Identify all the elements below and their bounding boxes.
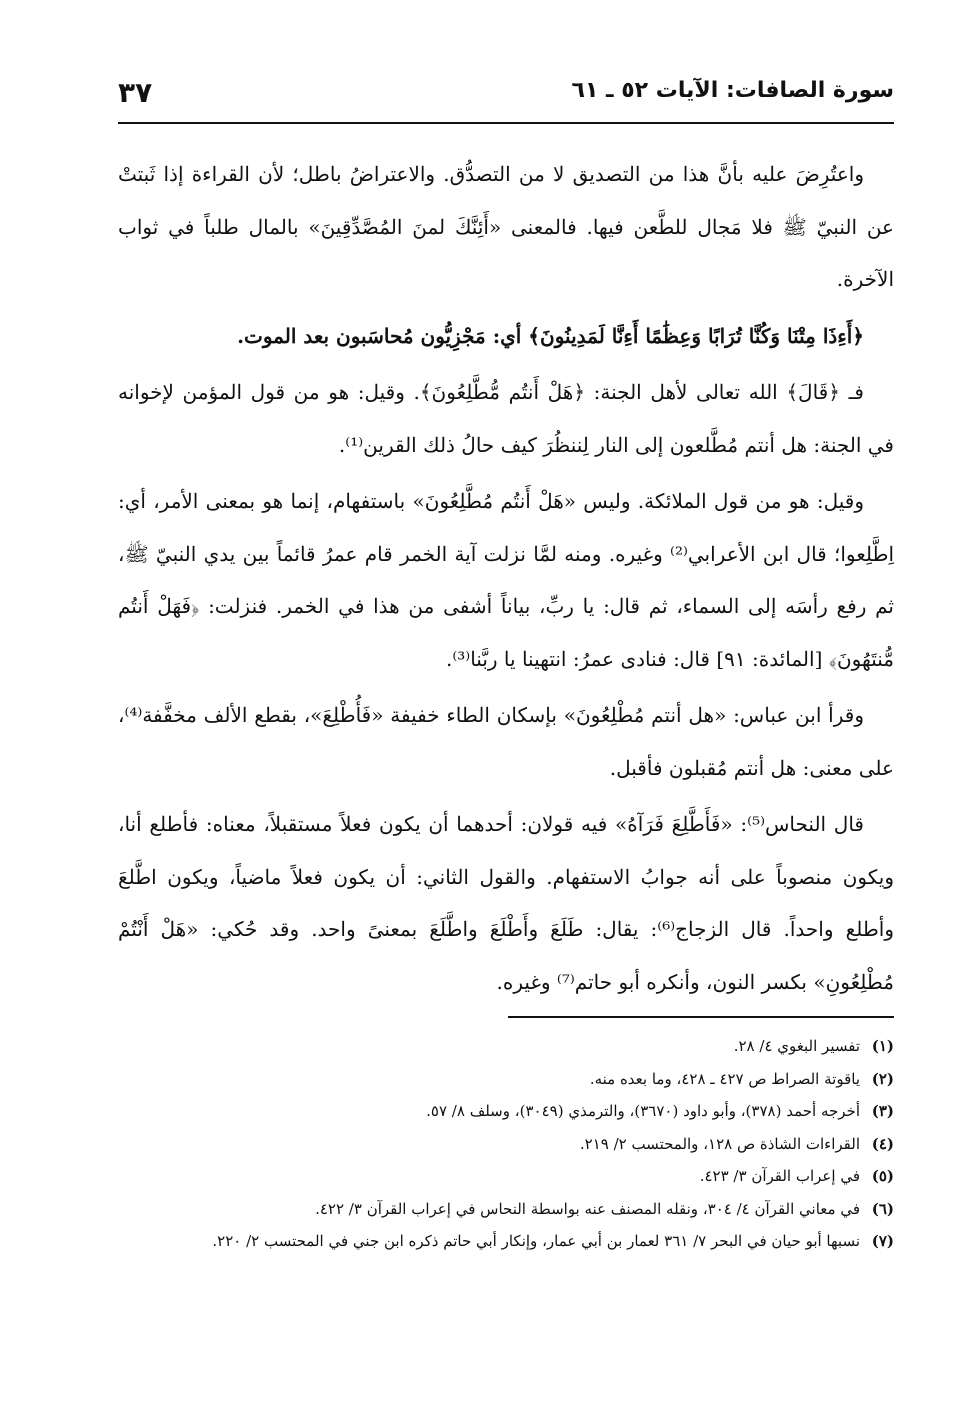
footnote-number: (٤)	[871, 1134, 894, 1153]
footnote-text: ياقوتة الصراط ص ٤٢٧ ـ ٤٢٨، وما بعده منه.	[589, 1069, 860, 1088]
page-header	[118, 76, 894, 122]
footnote-number: (٣)	[871, 1102, 894, 1120]
footnote-text: تفسير البغوي ٤/ ٢٨.	[733, 1037, 860, 1055]
footnote-text: القراءات الشاذة ص ١٢٨، والمحتسب ٢/ ٢١٩.	[579, 1134, 860, 1153]
running-title: سورة الصافات: الآيات ٥٢ ـ ٦١	[571, 78, 894, 103]
footnote	[118, 1063, 894, 1096]
footnote-text: أخرجه أحمد (٣٧٨)، وأبو داود (٣٦٧٠)، والترمذي (٣٠٤٩)، وسلف ٨/ ٥٧.	[426, 1102, 860, 1120]
footnote-number: (٧)	[871, 1232, 894, 1250]
footnote	[118, 1193, 894, 1226]
footnote	[118, 1030, 894, 1063]
paragraph: فـ ﴿قَالَ﴾ الله تعالى لأهل الجنة: ﴿هَلْ أَنتُم مُّطَّلِعُونَ﴾. وقيل: هو من قول المؤمن لإخوانه في الجنة: هل أنتم مُطَّلعون إلى النار لِننظُرَ كيف حالُ ذلك القرين⁽¹⁾.	[118, 380, 894, 457]
header-rule	[118, 122, 894, 124]
footnote	[118, 1095, 894, 1128]
main-text	[118, 148, 894, 1008]
footnote-text: في إعراب القرآن ٣/ ٤٢٣.	[699, 1167, 860, 1185]
footnote	[118, 1128, 894, 1161]
paragraph: واعتُرِضَ عليه بأنَّ هذا من التصديق لا من التصدُّق. والاعتراضُ باطل؛ لأن القراءة إذا ثَبتتْ عن النبيّ ﷺ فلا مَجال للطَّعن فيها. فالمعنى «أَئِنَّكَ لمنَ المُصَّدِّقِينَ» بالمال طلباً في ثواب الآخرة.	[118, 162, 894, 291]
footnotes	[118, 1030, 894, 1258]
paragraph: وقيل: هو من قول الملائكة. وليس «هَلْ أَنتُم مُطَّلِعُونَ» باستفهام، إنما هو بمعنى الأمر، أي: اِطَّلِعوا؛ قال ابن الأعرابي⁽²⁾ وغيره. ومنه لمَّا نزلت آية الخمر قام عمرُ قائماً بين يدي النبيّ ﷺ، ثم رفع رأسَه إلى السماء، ثم قال: يا ربِّ، بياناً أشفى من هذا في الخمر. فنزلت: ﴿فَهَلْ أَنتُم مُّنتَهُونَ﴾ [المائدة: ٩١] قال: فنادى عمرُ: انتهينا يا ربَّنا⁽³⁾.	[118, 489, 895, 671]
footnote-number: (٢)	[871, 1069, 894, 1088]
footnote-number: (٦)	[871, 1199, 894, 1218]
footnote-number: (٥)	[871, 1167, 894, 1185]
footnote-text: في معاني القرآن ٤/ ٣٠٤، ونقله المصنف عنه بواسطة النحاس في إعراب القرآن ٣/ ٤٢٢.	[315, 1199, 860, 1218]
paragraph: ﴿أَءِذَا مِتْنَا وَكُنَّا تُرَابًا وَعِظَٰمًا أَءِنَّا لَمَدِينُونَ﴾ أي: مَجْزِيُّون مُحاسَبون بعد الموت.	[237, 323, 864, 348]
page-number: ٣٧	[118, 76, 153, 109]
footnote-number: (١)	[871, 1037, 894, 1055]
paragraph: قال النحاس⁽⁵⁾: «فَأَطَّلِعَ فَرَآهُ» فيه قولان: أحدهما أن يكون فعلاً مستقبلاً، معناه: فأطلع أنا، ويكون منصوباً على أنه جوابُ الاستفهام. والقول الثاني: أن يكون فعلاً ماضياً، ويكون اطَّلعَ وأطلع واحداً. قال الزجاج⁽⁶⁾: يقال: طَلَعَ وأَطْلَعَ واطَّلَعَ بمعنىً واحد. وقد حُكي: «هَلْ أَنْتُمْ مُطْلِعُونِ» بكسر النون، وأنكره أبو حاتم⁽⁷⁾ وغيره.	[118, 812, 894, 994]
footnote-separator	[508, 1016, 894, 1018]
footnote-text: نسبها أبو حيان في البحر ٧/ ٣٦١ لعمار بن أبي عمار، وإنكار أبي حاتم ذكره ابن جني في المحتسب ٢/ ٢٢٠.	[212, 1232, 860, 1250]
footnote	[118, 1225, 894, 1258]
footnote	[118, 1160, 894, 1193]
paragraph: وقرأ ابن عباس: «هل أنتم مُطْلِعُونَ» بإسكان الطاء خفيفة «فَأُطْلِعَ»، بقطع الألف مخفَّفة⁽⁴⁾، على معنى: هل أنتم مُقبلون فأقبل.	[118, 703, 894, 780]
